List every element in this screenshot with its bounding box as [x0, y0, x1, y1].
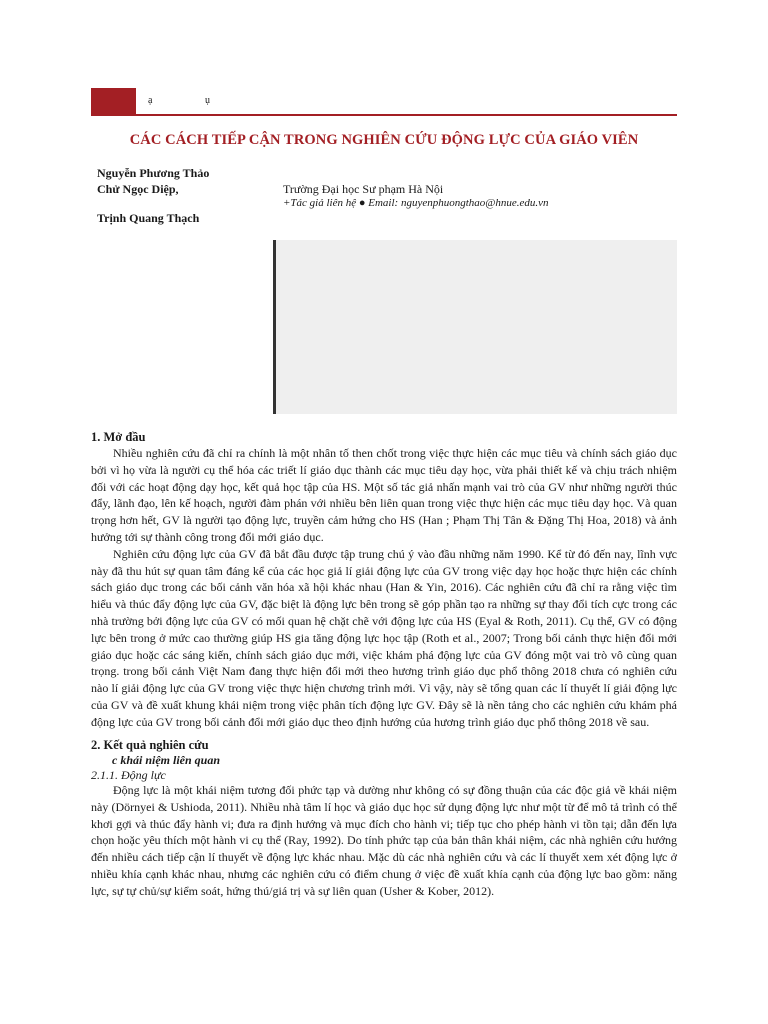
author-2: Chử Ngọc Diệp, [97, 182, 179, 196]
section-2-body [91, 782, 677, 900]
section-1-body [91, 445, 677, 731]
contact-email: +Tác giả liên hệ ● Email: nguyenphuongthao@hnue.edu.vn [283, 197, 549, 209]
header-left-text: ạ [148, 95, 153, 106]
subsubsection-heading: 2.1.1. Động lực [91, 768, 166, 782]
author-3: Trịnh Quang Thạch [97, 211, 200, 225]
section-2-heading: 2. Kết quả nghiên cứu [91, 738, 209, 752]
header-right-text: ụ [205, 95, 210, 106]
section-2-paragraph-1: Động lực là một khái niệm tương đối phức tạp và dường như không có sự đồng thuận của các độc giả về khái niệm này (Dörnyei & Ushioda, 2011). Nhiều nhà tâm lí học và giáo dục học sử dụng động lực như một từ để mô tả trình có thể khơi gợi và thúc đẩy hành vi; đưa ra định hướng và mục đích cho hành vi; tiếp tục cho phép hành vi tồn tại; dẫn đến lựa chọn hoặc yêu thích một hành vi cụ thể (Ray, 1992). Do tính phức tạp của bản thân khái niệm, các nhà nghiên cứu hướng đến nhiều cách tiếp cận lí thuyết về động lực khác nhau. Mặc dù các nhà nghiên cứu và các lí thuyết xem xét động lực ở nhiều khía cạnh khác nhau, nhưng các nghiên cứu có điểm chung ở việc đề xuất khía cạnh của động lực bao gồm: năng lực, sự tự chủ/sự kiểm soát, hứng thú/giá trị và sự liên quan (Usher & Kober, 2012). [91, 783, 677, 898]
paper-title: CÁC CÁCH TIẾP CẬN TRONG NGHIÊN CỨU ĐỘNG LỰC CỦA GIÁO VIÊN [129, 132, 639, 148]
author-1: Nguyễn Phương Thảo [97, 166, 210, 180]
subsection-heading: c khái niệm liên quan [112, 753, 221, 767]
section-1-paragraph-1: Nhiều nghiên cứu đã chỉ ra chính là một nhân tố then chốt trong việc thực hiện các mục tiêu và chính sách giáo dục bởi vì họ vừa là người cụ thể hóa các triết lí giáo dục thành các mục tiêu dạy học, vừa phải thiết kế và chịu trách nhiệm đối với các hoạt động dạy học, kết quả học tập của HS. Một số tác giả nhấn mạnh vai trò của GV như những người thúc đẩy, lãnh đạo, lên kế hoạch, người đàm phán với nhiều bên liên quan trong việc thực hiện các mục tiêu dạy học. Và quan trọng hơn hết, GV là người tạo động lực, truyền cảm hứng cho HS (Han ; Phạm Thị Tân & Đặng Thị Hoa, 2018) và ảnh hưởng tới sự thành công trong đổi mới giáo dục. [91, 446, 677, 544]
header-color-block [91, 88, 136, 114]
header-rule [91, 114, 677, 116]
abstract-border [273, 240, 276, 414]
affiliation: Trường Đại học Sư phạm Hà Nội [283, 182, 444, 196]
section-1-heading: 1. Mở đầu [91, 430, 146, 444]
abstract-box [273, 240, 677, 414]
section-1-paragraph-2: Nghiên cứu động lực của GV đã bắt đầu được tập trung chú ý vào đầu những năm 1990. Kể từ đó đến nay, lĩnh vực này đã thu hút sự quan tâm đáng kể của các học giả lí giải động lực của GV trong việc dạy học hoặc thực hiện các chính sách giáo dục trong các bối cảnh văn hóa xã hội khác nhau (Han & Yin, 2016). Các nghiên cứu đã chỉ ra rằng việc tìm hiểu và thúc đẩy động lực của GV, đặc biệt là động lực bên trong sẽ góp phần tạo ra những sự thay đổi tích cực trong các nhà trường bởi động lực của GV có mối quan hệ chặt chẽ với động lực của HS (Eyal & Roth, 2011). Cụ thể, GV có động lực bên trong ở mức cao thường giúp HS gia tăng động lực học tập (Roth et al., 2007; Trong bối cảnh thực hiện đổi mới giáo dục hoặc các sáng kiến, chính sách giáo dục mới, việc khám phá động lực của GV đóng một vai trò vô cùng quan trọng. trong bối cảnh Việt Nam đang thực hiện đổi mới theo hương trình giáo dục phổ thông 2018 chưa có nghiên cứu nào lí giải động lực của GV trong việc thực hiện chương trình mới. Vì vậy, này sẽ tổng quan các lí thuyết lí giải động lực của GV và đề xuất khung khái niệm trong việc phân tích động lực GV. Đây sẽ là nền tảng cho các nghiên cứu khám phá động lực của GV trong bối cảnh đổi mới giáo dục theo định hướng của hương trình giáo dục phổ thông 2018 về sau. [91, 546, 677, 729]
